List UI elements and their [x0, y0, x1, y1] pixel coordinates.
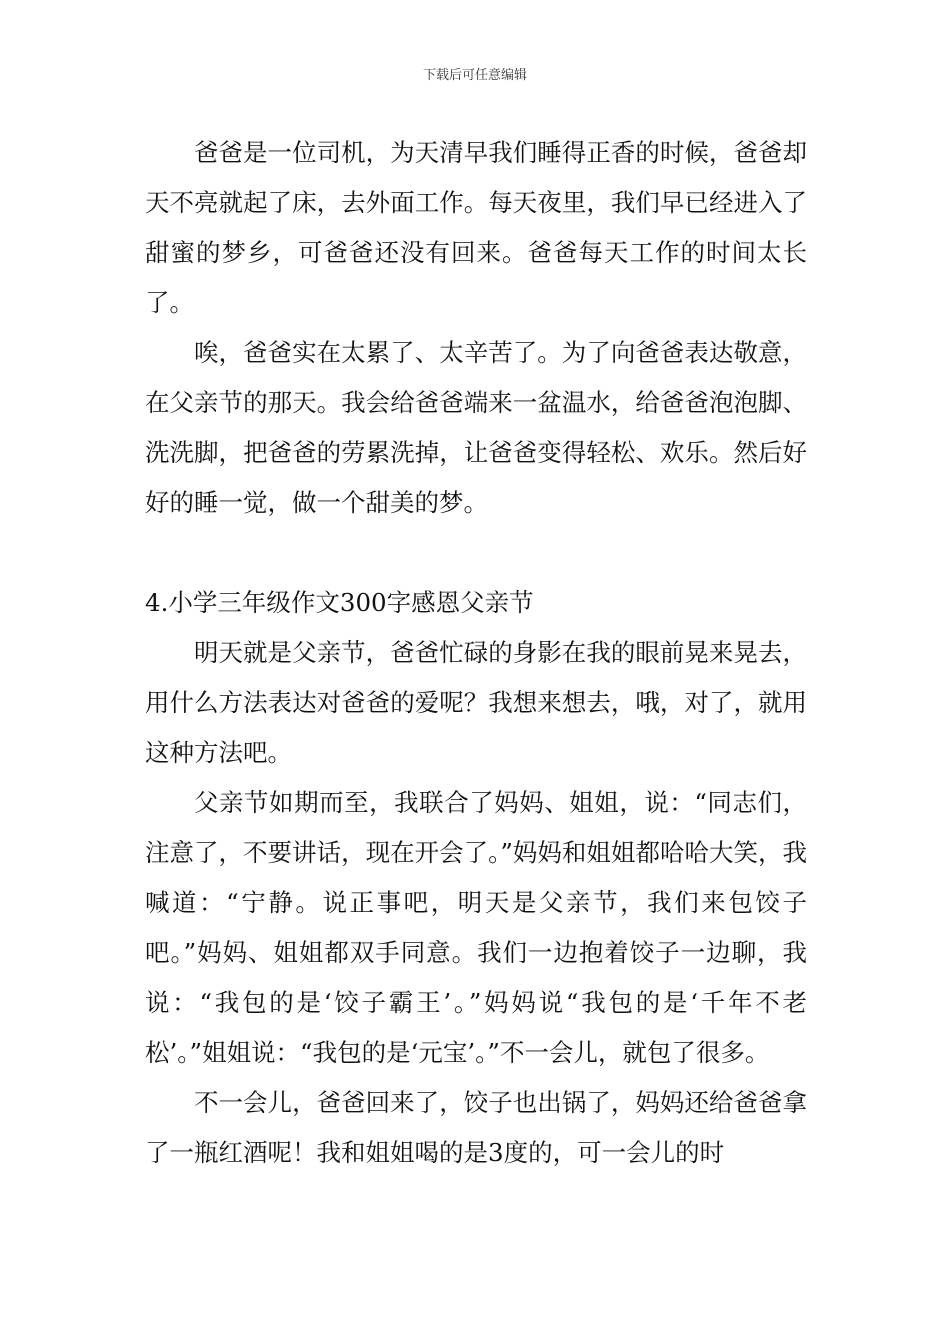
paragraph: 父亲节如期而至，我联合了妈妈、姐姐，说：“同志们，注意了，不要讲话，现在开会了。”妈妈和姐姐都哈哈大笑，我喊道：“宁静。说正事吧，明天是父亲节，我们来包饺子吧。”妈妈、姐姐都双手同意。我们一边抱着饺子一边聊，我说：“我包的是‘饺子霸王’。”妈妈说“我包的是‘千年不老松’。”姐姐说：“我包的是‘元宝’。”不一会儿，就包了很多。	[145, 788, 807, 1067]
paragraph: 爸爸是一位司机，为天清早我们睡得正香的时候，爸爸却天不亮就起了床，去外面工作。每天夜里，我们早已经进入了甜蜜的梦乡，可爸爸还没有回来。爸爸每天工作的时间太长了。	[145, 138, 807, 317]
paragraph: 唉，爸爸实在太累了、太辛苦了。为了向爸爸表达敬意，在父亲节的那天。我会给爸爸端来一盆温水，给爸爸泡泡脚、洗洗脚，把爸爸的劳累洗掉，让爸爸变得轻松、欢乐。然后好好的睡一觉，做一个甜美的梦。	[145, 338, 807, 517]
section-heading: 4.小学三年级作文300字感恩父亲节	[145, 588, 534, 617]
paragraph: 明天就是父亲节，爸爸忙碌的身影在我的眼前晃来晃去，用什么方法表达对爸爸的爱呢？我想来想去，哦，对了，就用这种方法吧。	[145, 638, 807, 767]
document-body	[145, 128, 807, 1178]
section-spacer	[145, 528, 807, 578]
page-header-note: 下载后可任意编辑	[422, 68, 527, 83]
paragraph: 不一会儿，爸爸回来了，饺子也出锅了，妈妈还给爸爸拿了一瓶红酒呢！我和姐姐喝的是3度的，可一会儿的时	[145, 1088, 807, 1167]
